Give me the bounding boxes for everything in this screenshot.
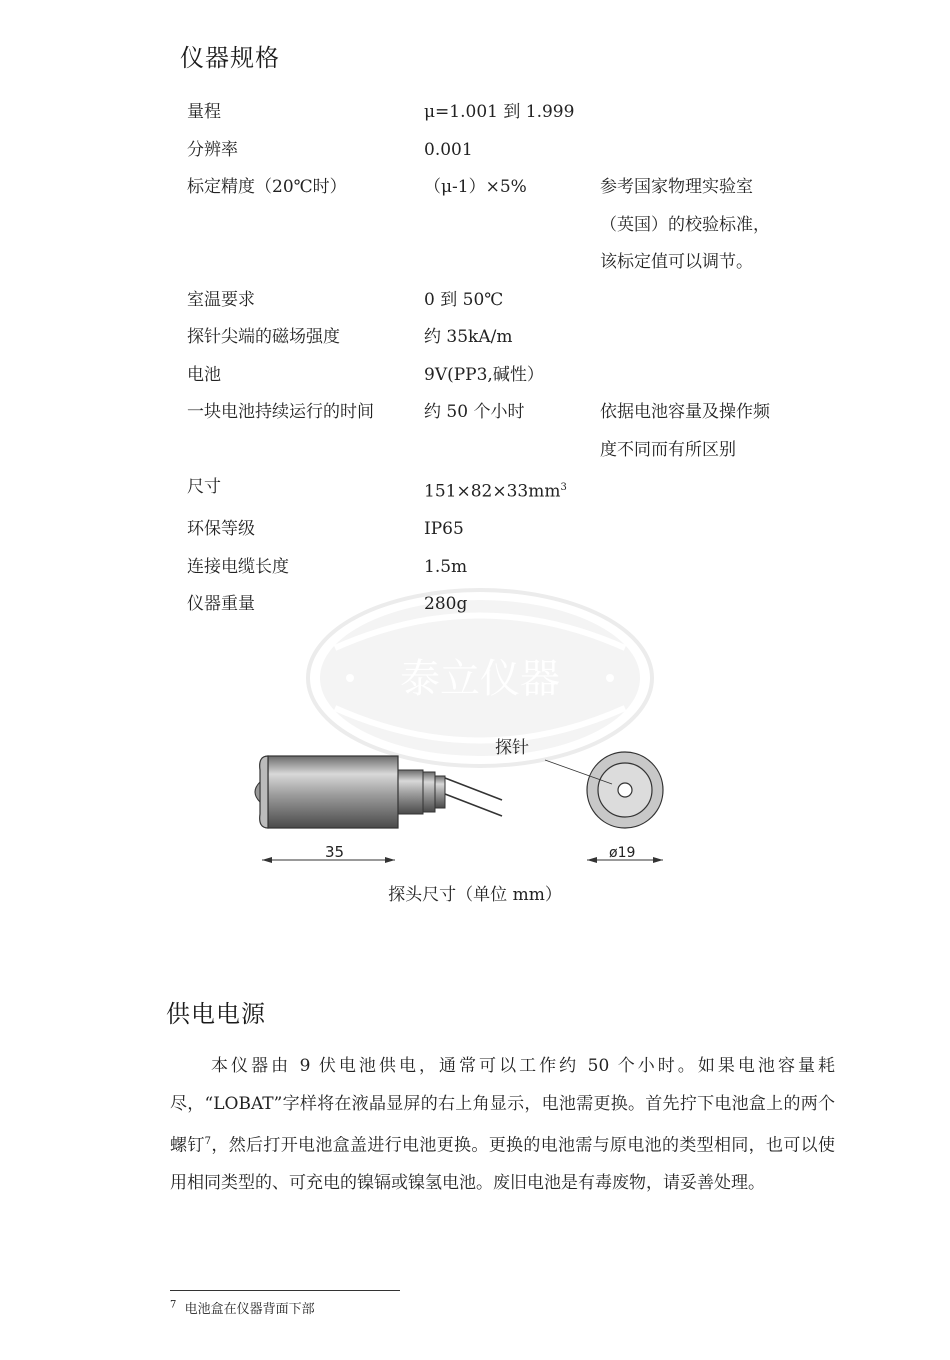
spec-row <box>187 357 827 395</box>
spec-value: 0.001 <box>424 139 473 160</box>
footnote <box>170 1298 315 1317</box>
spec-table <box>187 94 827 624</box>
spec-label: 探针尖端的磁场强度 <box>187 327 340 347</box>
spec-row <box>187 549 827 587</box>
spec-row <box>187 169 827 282</box>
spec-value-wrap <box>424 469 600 511</box>
spec-row <box>187 132 827 170</box>
spec-label: 分辨率 <box>187 139 238 160</box>
spec-label: 仪器重量 <box>187 594 255 615</box>
spec-label: 标定精度（20℃时） <box>187 177 347 197</box>
spec-row <box>187 469 827 511</box>
figure-caption: 探头尺寸（单位 mm） <box>388 885 562 905</box>
probe-label: 探针 <box>495 738 529 758</box>
spec-label: 尺寸 <box>187 477 221 497</box>
spec-label: 一块电池持续运行的时间 <box>187 402 374 422</box>
spec-label: 室温要求 <box>187 289 255 310</box>
spec-value: 9V(PP3,碱性） <box>424 364 544 385</box>
footnote-divider <box>170 1290 400 1291</box>
probe-diagram <box>240 730 680 870</box>
spec-value: 约 50 个小时 <box>424 402 525 422</box>
spec-value: 约 35kA/m <box>424 327 513 347</box>
spec-value: 151×82×33mm <box>424 481 561 502</box>
spec-title: 仪器规格 <box>180 44 280 72</box>
spec-row <box>187 94 827 132</box>
diameter-label: ø19 <box>609 845 636 861</box>
spec-row <box>187 282 827 320</box>
spec-value: 1.5m <box>424 556 468 577</box>
watermark-text: 泰立仪器 <box>400 656 560 702</box>
spec-label: 环保等级 <box>187 519 255 540</box>
spec-note: 依据电池容量及操作频度不同而有所区别 <box>600 402 770 460</box>
spec-note: 参考国家物理实验室（英国）的校验标准，该标定值可以调节。 <box>600 177 770 272</box>
spec-value: IP65 <box>424 519 464 540</box>
paragraph-text: ，然后打开电池盒盖进行电池更换。更换的电池需与原电池的类型相同，也可以使用相同类型的、可充电的镍镉或镍氢电池。废旧电池是有毒废物，请妥善处理。 <box>170 1135 836 1194</box>
spec-value: μ=1.001 到 1.999 <box>424 102 575 122</box>
spec-row <box>187 394 827 469</box>
footnote-text: 电池盒在仪器背面下部 <box>184 1302 315 1317</box>
spec-row <box>187 511 827 549</box>
footnote-number: 7 <box>170 1299 177 1311</box>
spec-value: （μ-1）×5% <box>424 177 527 197</box>
spec-row <box>187 586 827 624</box>
length-label: 35 <box>325 843 345 861</box>
spec-value: 280g <box>424 594 468 615</box>
spec-value: 0 到 50℃ <box>424 289 504 310</box>
spec-row <box>187 319 827 357</box>
power-title: 供电电源 <box>166 1000 266 1028</box>
paragraph-text: 本仪器由 9 伏电池供电，通常可以工作约 50 个小时。如果电池容量耗尽，“LOBAT”字样将在液晶显屏的右上角显示，电池需更换。首先拧下电池盒上的两个螺钉 <box>170 1056 835 1156</box>
footnote-ref: 7 <box>204 1136 212 1147</box>
spec-label: 量程 <box>187 102 221 122</box>
superscript: 3 <box>560 482 567 493</box>
power-paragraph <box>170 1048 835 1203</box>
spec-label: 连接电缆长度 <box>187 556 289 577</box>
spec-label: 电池 <box>187 364 221 385</box>
